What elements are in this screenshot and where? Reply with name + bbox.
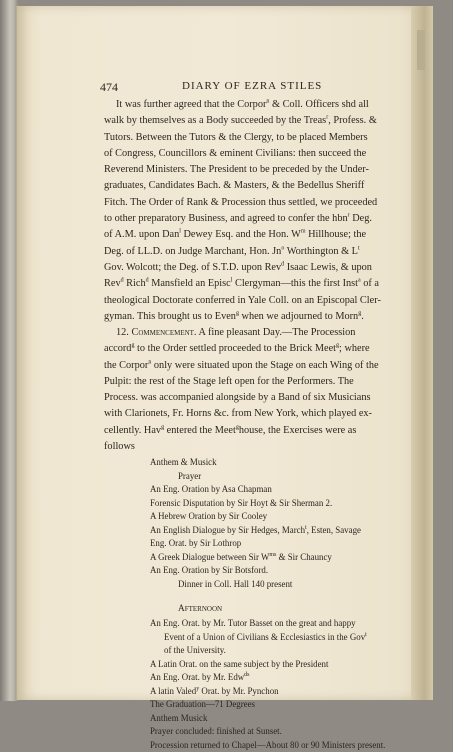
running-head: DIARY OF EZRA STILES (182, 80, 322, 92)
program-item: Event of a Union of Civilians & Ecclesiastics in the Gov$^t$ (150, 631, 385, 645)
program-afternoon (150, 617, 385, 752)
text-line: of Congress, Councillors & eminent Civilians: then succeed the (104, 146, 398, 162)
afternoon-heading: Afternoon (178, 603, 222, 617)
text-line: Gov. Wolcott; the Deg. of S.T.D. upon Rev$^d$ Isaac Lewis, & upon (104, 260, 398, 276)
text-line: graduates, Candidates Bach. & Masters, & the Bedellus Sheriff (104, 178, 398, 194)
program-item: The Graduation—71 Degrees (150, 698, 385, 712)
text-line: the Corpor$^n$ only were situated upon the Stage on each Wing of the (104, 358, 398, 374)
paragraph-procession-order (104, 97, 398, 325)
program-item: An English Dialogue by Sir Hedges, March$^t$, Esten, Savage (150, 524, 361, 538)
program-item: Prayer concluded: finished at Sunset. (150, 725, 385, 739)
book-spine (411, 6, 433, 700)
text-line: Process. was accompanied alongside by a Band of six Musicians (104, 390, 398, 406)
program-item: An Eng. Orat. by Mr. Tutor Basset on the great and happy (150, 617, 385, 631)
program-item: An Eng. Orat. by Mr. Edw$^{ds}$ (150, 671, 385, 685)
text-line: Deg. of LL.D. on Judge Marchant, Hon. Jn$^o$ Worthington & $L^t$ (104, 244, 398, 260)
text-line: gyman. This brought us to Even$^g$ when we adjourned to Morn$^g$. (104, 309, 398, 325)
page-number: 474 (100, 80, 118, 95)
program-morning (150, 456, 361, 591)
program-item: Dinner in Coll. Hall 140 present (150, 578, 361, 592)
text-line: Rev$^d$ Rich$^d$ Mansfield an Episc$^l$ Clergyman—this the first Inst$^a$ of a (104, 276, 398, 292)
text-line: theological Doctorate conferred in Yale Coll. on an Episcopal Cler- (104, 293, 398, 309)
text-line: of A.M. upon Dan$^l$ Dewey Esq. and the Hon. $W^m$ Hillhouse; the (104, 227, 398, 243)
text-line: accord$^g$ to the Order settled proceeded to the Brick Meet$^g$; where (104, 341, 398, 357)
paragraph-commencement (104, 325, 398, 455)
program-item: A latin Valed$^y$ Orat. by Mr. Pynchon (150, 685, 385, 699)
program-item: Anthem & Musick (150, 456, 361, 470)
text-line: walk by themselves as a Body succeeded by the Treas$^r$, Profess. & (104, 113, 398, 129)
program-item: An Eng. Oration by Asa Chapman (150, 483, 361, 497)
program-item: Prayer (150, 470, 361, 484)
text-line: follows (104, 439, 398, 455)
program-item: An Eng. Oration by Sir Botsford. (150, 564, 361, 578)
text-line: Tutors. Between the Tutors & the Clergy, to be placed Members (104, 130, 398, 146)
text-line: 12. Commencement. A fine pleasant Day.—The Procession (104, 325, 398, 341)
text-line: It was further agreed that the Corpor$^n$ & Coll. Officers shd all (104, 97, 398, 113)
program-item: Procession returned to Chapel—About 80 or 90 Ministers present. (150, 739, 385, 752)
program-item: Anthem Musick (150, 712, 385, 726)
program-item: A Latin Orat. on the same subject by the President (150, 658, 385, 672)
program-item: of the University. (150, 644, 385, 658)
program-item: A Hebrew Oration by Sir Cooley (150, 510, 361, 524)
spine-edge (417, 30, 425, 70)
text-line: with Clarionets, Fr. Horns &c. from New York, which played ex- (104, 406, 398, 422)
text-line: Reverend Ministers. The President to be preceded by the Under- (104, 162, 398, 178)
program-item: A Greek Dialogue between Sir $W^{ms}$ & Sir Chauncy (150, 551, 361, 565)
text-line: cellently. Hav$^g$ entered the Meet$^g$house, the Exercises were as (104, 423, 398, 439)
program-item: Eng. Orat. by Sir Lothrop (150, 537, 361, 551)
text-line: to other preparatory Business, and agreed to confer the hbn$^r$ Deg. (104, 211, 398, 227)
text-line: Fitch. The Order of Rank & Procession thus settled, we proceeded (104, 195, 398, 211)
program-item: Forensic Disputation by Sir Hoyt & Sir Sherman 2. (150, 497, 361, 511)
text-line: Pulpit: the rest of the Stage left open for the Performers. The (104, 374, 398, 390)
